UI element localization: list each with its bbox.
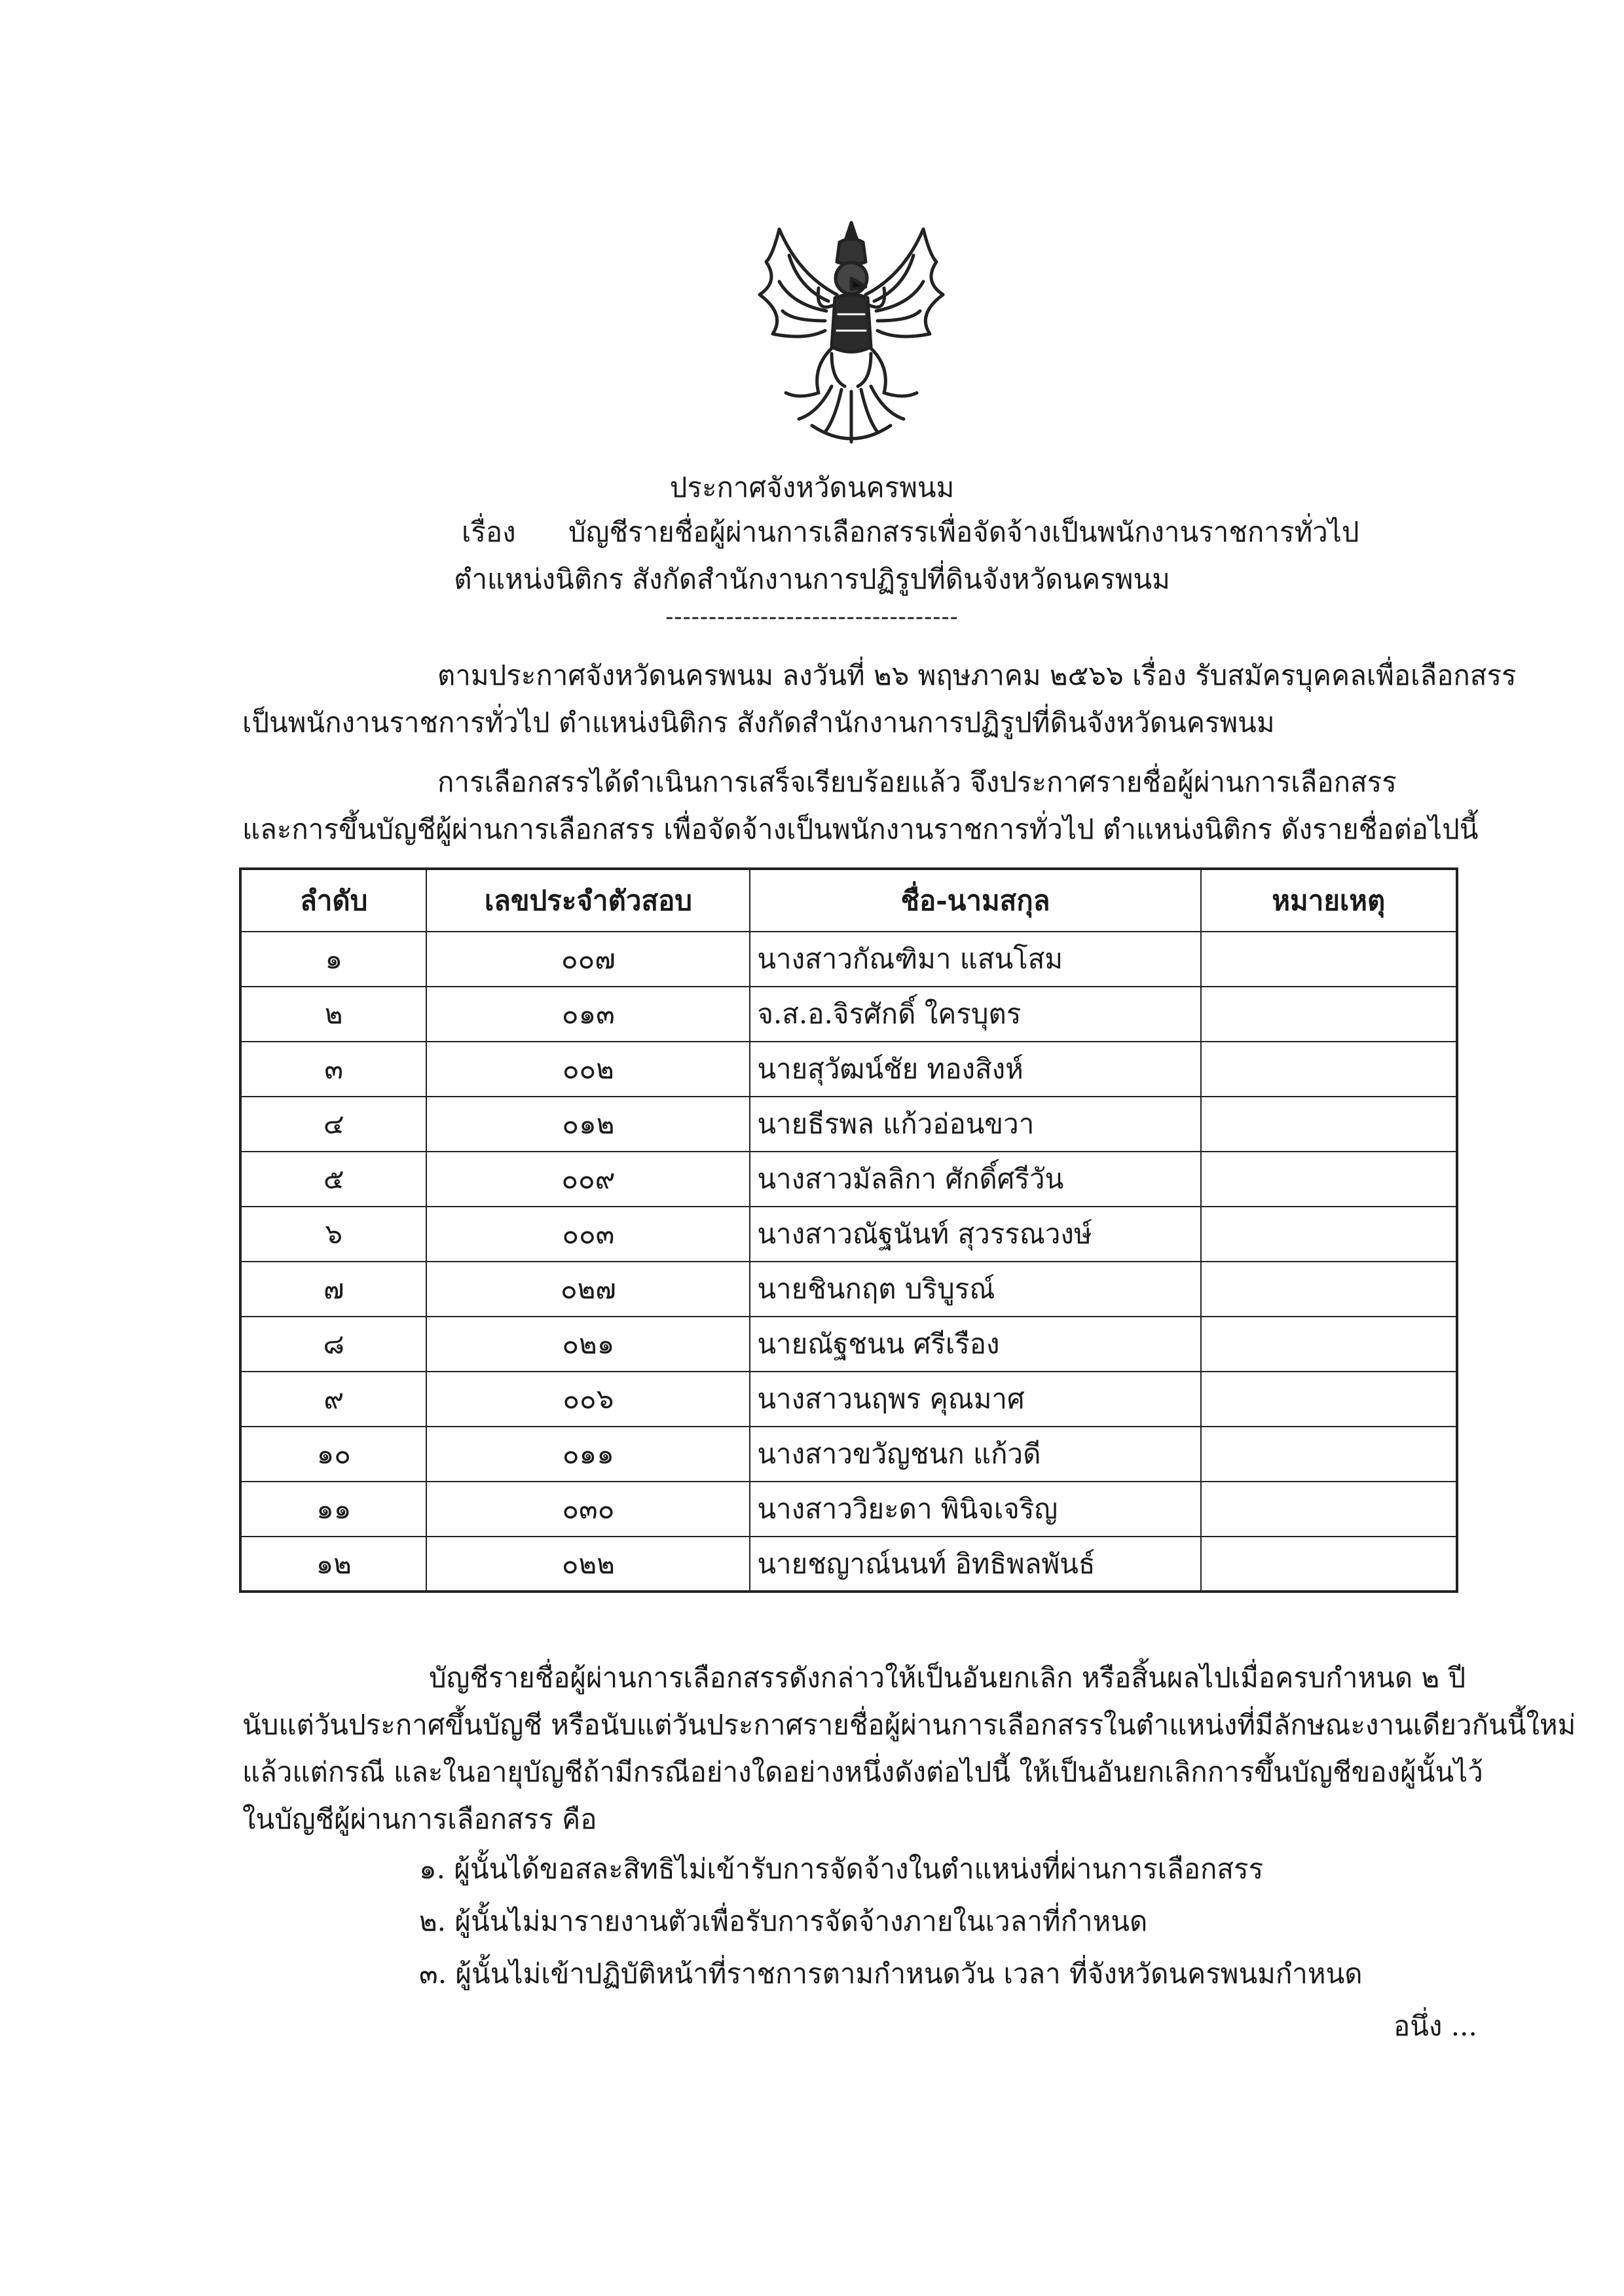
cell-full-name: นายชินกฤต บริบูรณ์ [750,1262,1200,1317]
table-row [240,1152,1457,1207]
cell-order: ๔ [240,1097,426,1152]
cell-order: ๑ [240,932,426,987]
cell-remark [1201,1152,1457,1207]
table-row [240,987,1457,1042]
cell-full-name: นายธีรพล แก้วอ่อนขวา [750,1097,1200,1152]
table-row [240,1427,1457,1482]
cell-order: ๒ [240,987,426,1042]
table-row [240,1482,1457,1537]
cell-remark [1201,1427,1457,1482]
cell-remark [1201,1317,1457,1372]
cell-exam-id: ๐๑๒ [426,1097,750,1152]
candidate-table [239,867,1458,1593]
cell-order: ๓ [240,1042,426,1097]
cell-full-name: นางสาวณัฐนันท์ สุวรรณวงษ์ [750,1207,1200,1262]
intro-paragraph-2-line-2: และการขึ้นบัญชีผู้ผ่านการเลือกสรร เพื่อจัดจ้างเป็นพนักงานราชการทั่วไป ตำแหน่งนิติกร ดังรายชื่อต่อไปนี้ [242,813,1479,845]
cell-exam-id: ๐๓๐ [426,1482,750,1537]
cell-full-name: นายณัฐชนน ศรีเรือง [750,1317,1200,1372]
cell-full-name: นางสาวกัณฑิมา แสนโสม [750,932,1200,987]
header-remark: หมายเหตุ [1201,869,1457,932]
cell-full-name: นางสาววิยะดา พินิจเจริญ [750,1482,1200,1537]
closing-line-3: แล้วแต่กรณี และในอายุบัญชีถ้ามีกรณีอย่างใดอย่างหนึ่งดังต่อไปนี้ ให้เป็นอันยกเลิกการขึ้นบัญชีของผู้นั้นไว้ [242,1756,1483,1788]
table-row [240,1317,1457,1372]
cell-order: ๙ [240,1372,426,1427]
condition-item-2: ๒. ผู้นั้นไม่มารายงานตัวเพื่อรับการจัดจ้างภายในเวลาที่กำหนด [419,1905,1148,1937]
cell-order: ๑๑ [240,1482,426,1537]
cell-exam-id: ๐๐๙ [426,1152,750,1207]
cell-order: ๑๐ [240,1427,426,1482]
header-order: ลำดับ [240,869,426,932]
closing-line-1: บัญชีรายชื่อผู้ผ่านการเลือกสรรดังกล่าวให้เป็นอันยกเลิก หรือสิ้นผลไปเมื่อครบกำหนด ๒ ปี [429,1662,1466,1694]
cell-exam-id: ๐๐๗ [426,932,750,987]
cell-exam-id: ๐๒๗ [426,1262,750,1317]
cell-remark [1201,1262,1457,1317]
cell-remark [1201,1042,1457,1097]
cell-exam-id: ๐๐๒ [426,1042,750,1097]
table-row [240,1537,1457,1592]
table-row [240,1372,1457,1427]
cell-exam-id: ๐๒๒ [426,1537,750,1592]
cell-exam-id: ๐๒๑ [426,1317,750,1372]
intro-paragraph-2-line-1: การเลือกสรรได้ดำเนินการเสร็จเรียบร้อยแล้ว จึงประกาศรายชื่อผู้ผ่านการเลือกสรร [437,766,1397,798]
subject-line-2: ตำแหน่งนิติกร สังกัดสำนักงานการปฏิรูปที่ดินจังหวัดนครพนม [454,563,1170,595]
subject-label: เรื่อง [462,516,516,548]
cell-remark [1201,1097,1457,1152]
cell-order: ๑๒ [240,1537,426,1592]
cell-full-name: นางสาวขวัญชนก แก้วดี [750,1427,1200,1482]
table-row [240,1207,1457,1262]
condition-item-3: ๓. ผู้นั้นไม่เข้าปฏิบัติหน้าที่ราชการตามกำหนดวัน เวลา ที่จังหวัดนครพนมกำหนด [419,1958,1363,1990]
garuda-emblem-icon [753,216,950,458]
cell-exam-id: ๐๐๖ [426,1372,750,1427]
cell-order: ๘ [240,1317,426,1372]
table-row [240,1262,1457,1317]
header-exam-id: เลขประจำตัวสอบ [426,869,750,932]
intro-paragraph-1-line-2: เป็นพนักงานราชการทั่วไป ตำแหน่งนิติกร สังกัดสำนักงานการปฏิรูปที่ดินจังหวัดนครพนม [242,706,1275,738]
intro-paragraph-1-line-1: ตามประกาศจังหวัดนครพนม ลงวันที่ ๒๖ พฤษภาคม ๒๕๖๖ เรื่อง รับสมัครบุคคลเพื่อเลือกสรร [437,659,1517,691]
page-title: ประกาศจังหวัดนครพนม [669,471,955,503]
cell-exam-id: ๐๑๓ [426,987,750,1042]
cell-remark [1201,1207,1457,1262]
cell-full-name: จ.ส.อ.จิรศักดิ์ ใครบุตร [750,987,1200,1042]
cell-order: ๕ [240,1152,426,1207]
cell-exam-id: ๐๐๓ [426,1207,750,1262]
cell-full-name: นายสุวัฒน์ชัย ทองสิงห์ [750,1042,1200,1097]
cell-remark [1201,1482,1457,1537]
closing-line-2: นับแต่วันประกาศขึ้นบัญชี หรือนับแต่วันประกาศรายชื่อผู้ผ่านการเลือกสรรในตำแหน่งที่มีลักษณะงานเดียวกันนี้ใหม่ [242,1709,1576,1741]
cell-order: ๗ [240,1262,426,1317]
cell-exam-id: ๐๑๑ [426,1427,750,1482]
cell-full-name: นางสาวนฤพร คุณมาศ [750,1372,1200,1427]
cell-remark [1201,1537,1457,1592]
table-row [240,932,1457,987]
header-full-name: ชื่อ-นามสกุล [750,869,1200,932]
cell-remark [1201,932,1457,987]
cell-full-name: นายชญาณ์นนท์ อิทธิพลพันธ์ [750,1537,1200,1592]
closing-line-4: ในบัญชีผู้ผ่านการเลือกสรร คือ [242,1803,597,1835]
cell-remark [1201,987,1457,1042]
table-row [240,1097,1457,1152]
cell-remark [1201,1372,1457,1427]
cell-full-name: นางสาวมัลลิกา ศักดิ์ศรีวัน [750,1152,1200,1207]
header-divider: ---------------------------------- [665,604,959,630]
table-row [240,1042,1457,1097]
subject-line-1: บัญชีรายชื่อผู้ผ่านการเลือกสรรเพื่อจัดจ้างเป็นพนักงานราชการทั่วไป [568,516,1359,548]
continued-marker: อนึ่ง ... [1393,2010,1477,2042]
table-header-row [240,869,1457,932]
cell-order: ๖ [240,1207,426,1262]
condition-item-1: ๑. ผู้นั้นได้ขอสละสิทธิไม่เข้ารับการจัดจ้างในตำแหน่งที่ผ่านการเลือกสรร [419,1853,1264,1885]
